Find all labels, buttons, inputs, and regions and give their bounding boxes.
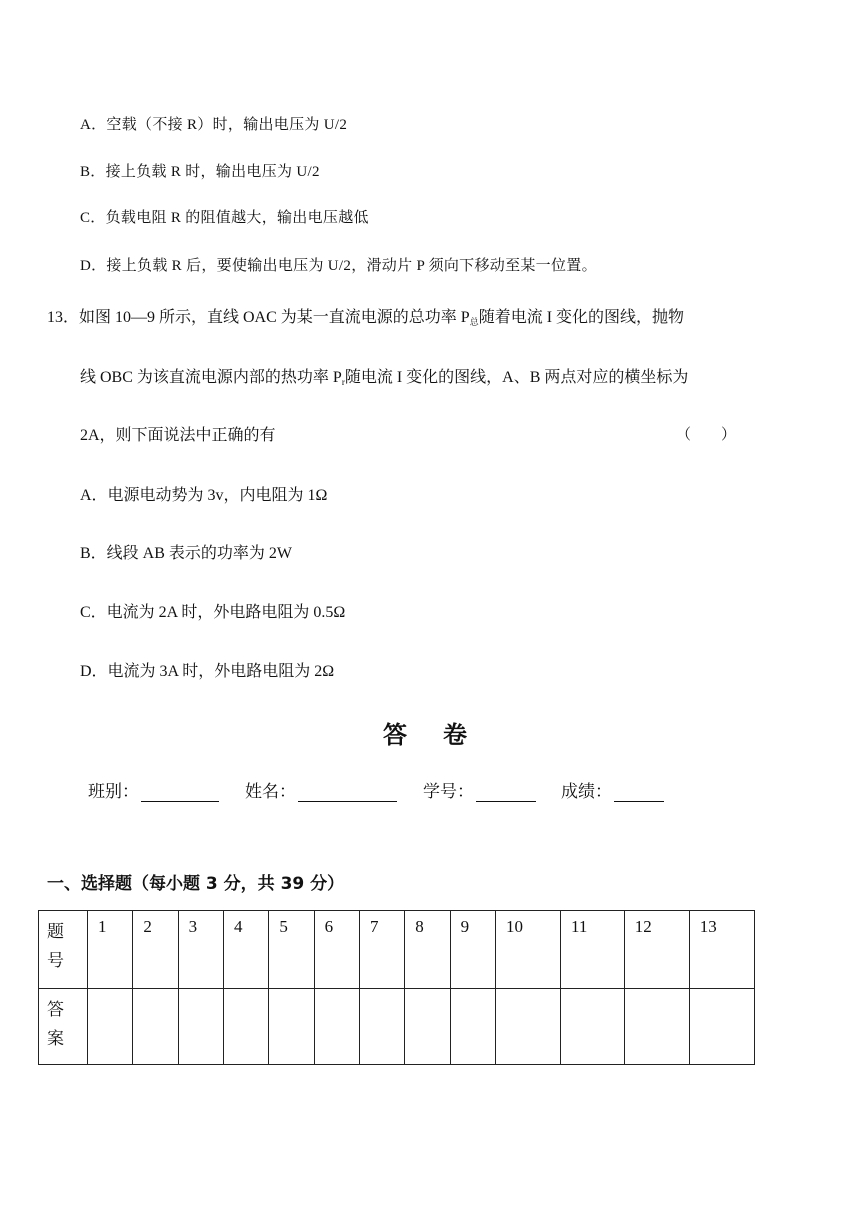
answer-cell-2[interactable] [133, 989, 178, 1065]
q13-line-1-text-b: 随着电流 I 变化的图线，抛物 [478, 309, 685, 326]
q13-line-2 [80, 364, 688, 387]
prev-option-d: D．接上负载 R 后，要使输出电压为 U/2，滑动片 P 须向下移动至某一位置。 [80, 258, 597, 274]
field-score-label: 成绩： [561, 782, 612, 802]
answer-cell-8[interactable] [405, 989, 450, 1065]
header-char: 号 [47, 951, 64, 970]
field-student-no-label: 学号： [423, 782, 474, 802]
question-number-cell: 4 [223, 911, 268, 989]
answer-cell-1[interactable] [88, 989, 133, 1065]
answer-sheet-title [383, 715, 467, 750]
answer-parentheses: （ ） [676, 427, 737, 443]
row-header-question-no [39, 911, 88, 989]
field-score [561, 777, 664, 802]
q13-option-d: D．电流为 3A 时，外电路电阻为 2Ω [80, 663, 335, 680]
answer-cell-11[interactable] [561, 989, 625, 1065]
title-char-1: 答 [383, 721, 407, 749]
table-row-numbers [39, 911, 755, 989]
q13-option-a: A．电源电动势为 3v，内电阻为 1Ω [80, 487, 328, 504]
prev-option-a: A．空载（不接 R）时，输出电压为 U/2 [80, 117, 348, 133]
field-score-blank[interactable] [614, 783, 664, 802]
q13-line-1-text-a: 13．如图 10—9 所示，直线 OAC 为某一直流电源的总功率 P [47, 309, 470, 326]
header-char: 答 [47, 1000, 64, 1019]
answer-cell-3[interactable] [178, 989, 223, 1065]
q13-line-2-text-b: 随电流 I 变化的图线，A、B 两点对应的横坐标为 [344, 369, 689, 386]
q13-line-2-subscript: r [341, 377, 345, 387]
answer-cell-5[interactable] [269, 989, 314, 1065]
answer-cell-13[interactable] [689, 989, 754, 1065]
answer-cell-6[interactable] [314, 989, 359, 1065]
answer-table [38, 910, 755, 1065]
question-number-cell: 7 [359, 911, 404, 989]
question-number-cell: 6 [314, 911, 359, 989]
question-number-cell: 3 [178, 911, 223, 989]
table-row-answers [39, 989, 755, 1065]
field-name-blank[interactable] [298, 783, 397, 802]
answer-cell-12[interactable] [624, 989, 689, 1065]
row-header-answer [39, 989, 88, 1065]
field-student-no [423, 777, 536, 802]
q13-line-1 [47, 304, 684, 328]
field-name-label: 姓名： [245, 782, 296, 802]
question-number-cell: 1 [88, 911, 133, 989]
answer-cell-9[interactable] [450, 989, 495, 1065]
field-class-label: 班别： [88, 782, 139, 802]
q13-option-b: B．线段 AB 表示的功率为 2W [80, 545, 293, 562]
question-number-cell: 12 [624, 911, 689, 989]
answer-cell-7[interactable] [359, 989, 404, 1065]
q13-line-2-text-a: 线 OBC 为该直流电源内部的热功率 P [80, 369, 342, 386]
field-name [245, 777, 397, 802]
question-number-cell: 5 [269, 911, 314, 989]
field-class [88, 777, 219, 802]
header-char: 案 [47, 1029, 64, 1048]
section-title: 一、选择题（每小题 3 分，共 39 分） [47, 874, 345, 894]
question-number-cell: 2 [133, 911, 178, 989]
prev-option-b: B．接上负载 R 时，输出电压为 U/2 [80, 164, 320, 180]
question-number-cell: 10 [495, 911, 560, 989]
header-char: 题 [47, 922, 64, 941]
question-number-cell: 13 [689, 911, 754, 989]
question-number-cell: 9 [450, 911, 495, 989]
answer-cell-10[interactable] [495, 989, 560, 1065]
question-number-cell: 11 [561, 911, 625, 989]
prev-option-c: C．负载电阻 R 的阻值越大，输出电压越低 [80, 210, 369, 226]
question-number-cell: 8 [405, 911, 450, 989]
field-class-blank[interactable] [141, 783, 219, 802]
q13-line-3: 2A，则下面说法中正确的有 [80, 427, 276, 444]
field-student-no-blank[interactable] [476, 783, 536, 802]
title-char-2: 卷 [443, 721, 467, 749]
q13-line-1-subscript: 总 [469, 317, 479, 327]
answer-cell-4[interactable] [223, 989, 268, 1065]
q13-option-c: C．电流为 2A 时，外电路电阻为 0.5Ω [80, 604, 346, 621]
